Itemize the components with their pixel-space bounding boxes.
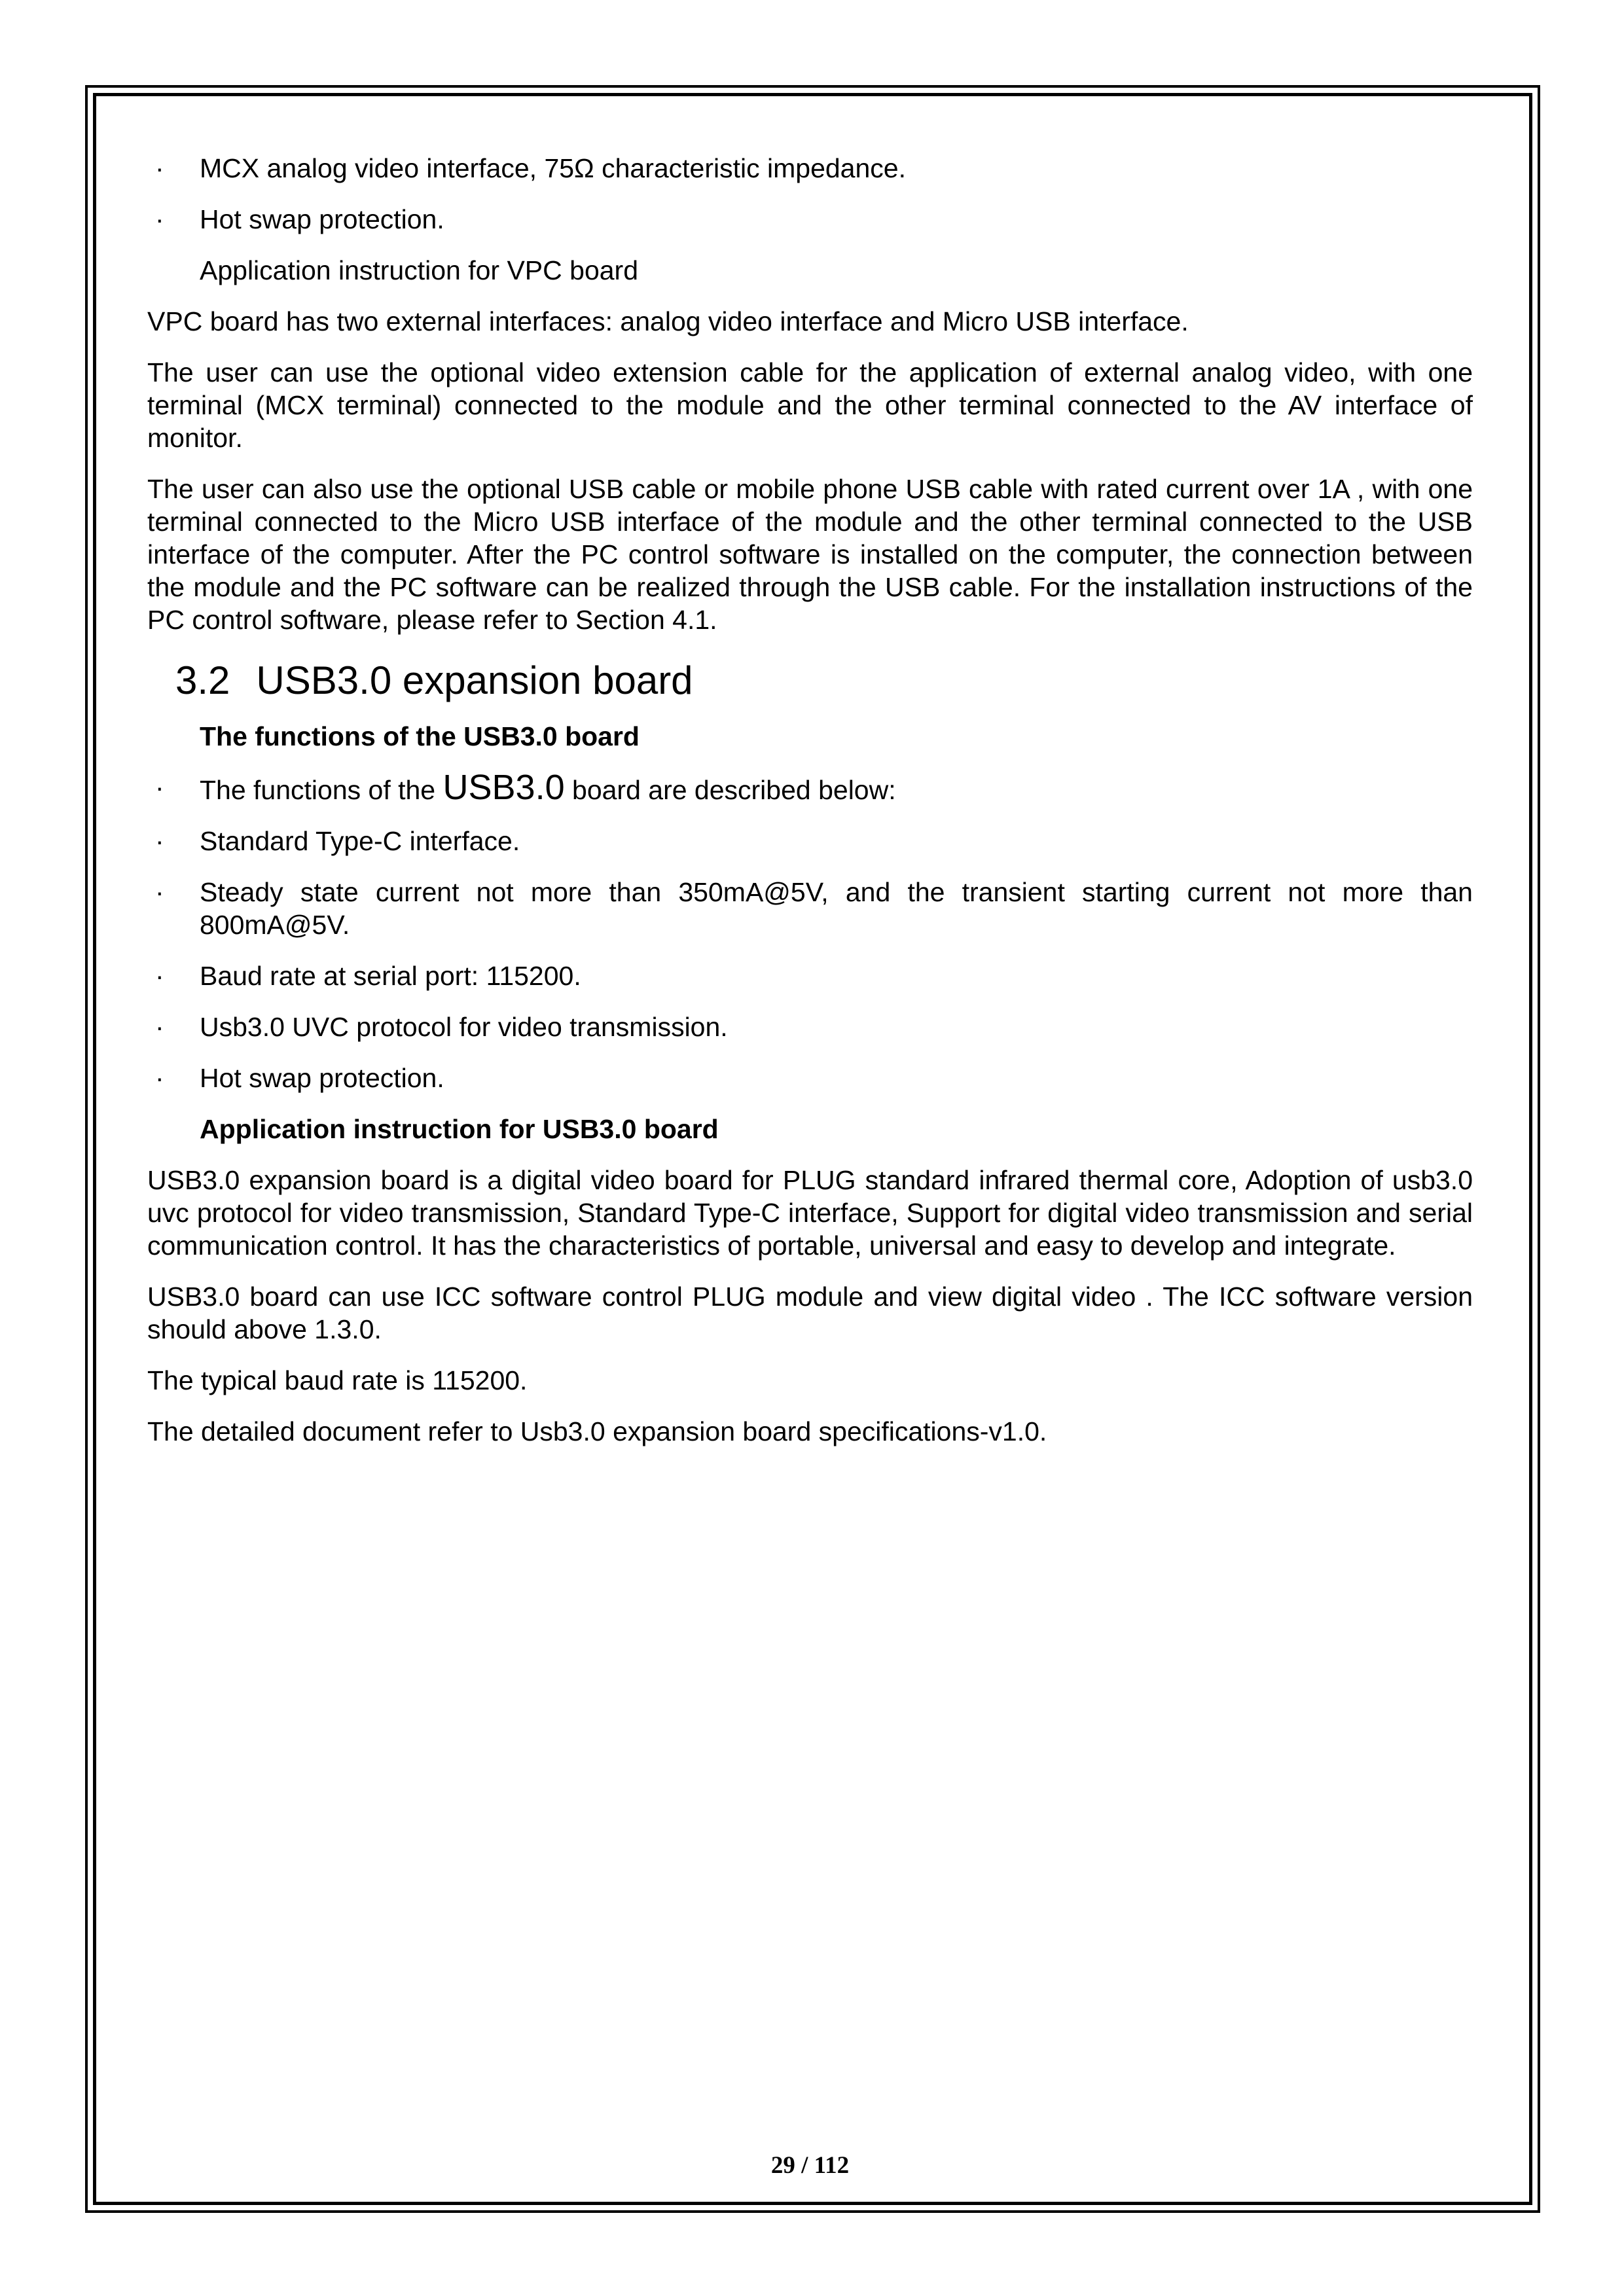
vpc-feature-text: Hot swap protection. [200, 204, 444, 234]
bullet-dot: · [155, 1063, 164, 1093]
page-border-inner [93, 93, 1532, 2205]
bullet-dot: · [155, 204, 164, 234]
section-number: 3.2 [175, 658, 230, 702]
usb3-functions-intro-item [147, 768, 1473, 807]
section-title: USB3.0 expansion board [256, 658, 693, 702]
bullet-dot: · [155, 826, 164, 856]
usb3-feature-text: Hot swap protection. [200, 1063, 444, 1093]
section-heading [175, 657, 1473, 704]
empty-space [147, 1466, 1473, 2149]
page-border [85, 85, 1540, 2213]
usb3-app-heading: Application instruction for USB3.0 board [200, 1114, 719, 1144]
vpc-feature-item [147, 152, 1473, 185]
bullet-dot: · [155, 877, 164, 907]
usb3-feature-item [147, 1062, 1473, 1094]
usb3-paragraph: USB3.0 board can use ICC software control PLUG module and view digital video . The ICC software version should above 1.3.0. [147, 1282, 1473, 1344]
usb3-feature-text: Usb3.0 UVC protocol for video transmission. [200, 1012, 728, 1042]
usb3-feature-text: Standard Type-C interface. [200, 826, 520, 856]
vpc-paragraph: The user can use the optional video extension cable for the application of external analog video, with one terminal (MCX terminal) connected to the module and the other terminal connected to the AV interface of monitor. [147, 357, 1473, 453]
vpc-paragraph: The user can also use the optional USB cable or mobile phone USB cable with rated current over 1A , with one terminal connected to the Micro USB interface of the module and the other terminal connected to the USB interface of the computer. After the PC control software is installed on the computer, the connection between the module and the PC software can be realized through the USB cable. For the installation instructions of the PC control software, please refer to Section 4.1. [147, 474, 1473, 635]
vpc-feature-text: MCX analog video interface, 75Ω characteristic impedance. [200, 153, 906, 183]
usb3-feature-text: Steady state current not more than 350mA@5V, and the transient starting current not more than 800mA@5V. [200, 877, 1473, 940]
page-number: 29 / 112 [770, 2152, 850, 2179]
usb3-paragraph: The typical baud rate is 115200. [147, 1365, 528, 1395]
bullet-dot: · [155, 1012, 164, 1042]
usb3-feature-item [147, 825, 1473, 857]
usb3-functions-intro-text: The functions of the USB3.0 board are described below: [200, 768, 896, 807]
usb3-feature-item [147, 1011, 1473, 1043]
bullet-dot: · [155, 961, 164, 991]
usb3-feature-text: Baud rate at serial port: 115200. [200, 961, 581, 991]
bullet-dot: · [155, 772, 164, 802]
page-content [96, 96, 1529, 2202]
vpc-app-instruction-label: Application instruction for VPC board [200, 255, 639, 285]
usb3-emphasis: USB3.0 [442, 768, 565, 807]
vpc-feature-item [147, 203, 1473, 236]
bullet-dot: · [155, 153, 164, 183]
usb3-feature-item [147, 876, 1473, 941]
usb3-functions-heading: The functions of the USB3.0 board [200, 721, 640, 751]
usb3-feature-item [147, 960, 1473, 992]
usb3-paragraph: The detailed document refer to Usb3.0 expansion board specifications-v1.0. [147, 1416, 1047, 1446]
usb3-paragraph: USB3.0 expansion board is a digital video board for PLUG standard infrared thermal core, Adoption of usb3.0 uvc protocol for video transmission, Standard Type-C interface, Support for digital video transmission and serial communication control. It has the characteristics of portable, universal and easy to develop and integrate. [147, 1165, 1473, 1261]
vpc-paragraph: VPC board has two external interfaces: analog video interface and Micro USB interface. [147, 306, 1189, 336]
